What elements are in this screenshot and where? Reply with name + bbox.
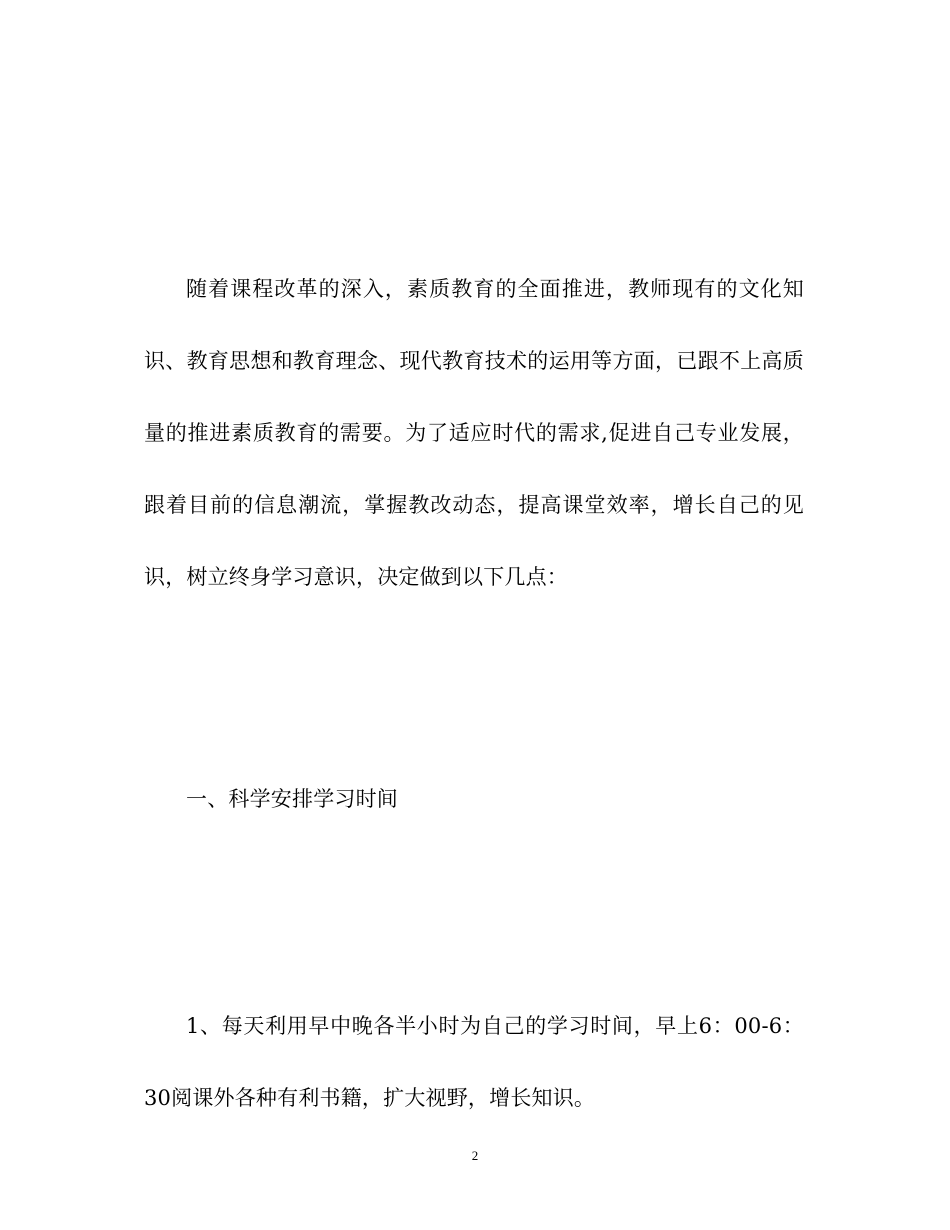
section-heading: 一、科学安排学习时间 bbox=[186, 787, 398, 811]
page-number: 2 bbox=[471, 1148, 479, 1163]
intro-paragraph: 随着课程改革的深入，素质教育的全面推进，教师现有的文化知识、教育思想和教育理念、现代教育技术的运用等方面，已跟不上高质量的推进素质教育的需要。为了适应时代的需求,促进自己专业发展，跟着目前的信息潮流，掌握教改动态，提高课堂效率，增长自己的见识，树立终身学习意识，决定做到以下几点： bbox=[144, 277, 804, 589]
list-item-paragraph: 1、每天利用早中晚各半小时为自己的学习时间，早上6：00-6：30阅课外各种有利书籍，扩大视野，增长知识。 bbox=[144, 1014, 804, 1110]
